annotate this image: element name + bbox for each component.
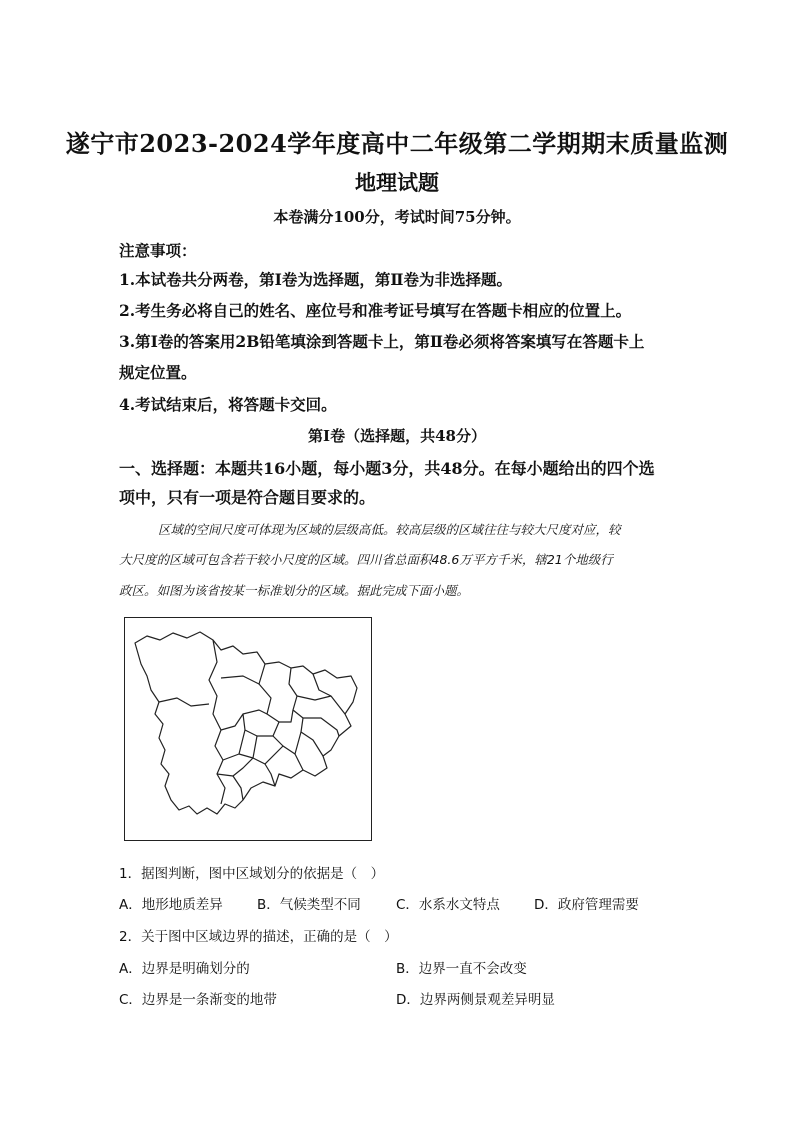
map-svg xyxy=(125,618,371,840)
region-border xyxy=(295,754,303,770)
region-border xyxy=(221,664,265,684)
region-border xyxy=(303,718,339,736)
region-border xyxy=(221,714,273,736)
passage-line: 政区。如图为该省按某一标准划分的区域。据此完成下面小题。 xyxy=(119,583,470,598)
question-option: B．气候类型不同 xyxy=(257,897,361,913)
part1-heading: 第Ⅰ卷（选择题，共48分） xyxy=(308,427,486,445)
region-border xyxy=(243,710,267,714)
score-note: 本卷满分100分，考试时间75分钟。 xyxy=(273,208,521,226)
notes-item: 1.本试卷共分两卷，第Ⅰ卷为选择题，第Ⅱ卷为非选择题。 xyxy=(119,270,512,289)
passage-line: 大尺度的区域可包含若干较小尺度的区域。四川省总面积48.6万平方千米，辖21个地级行 xyxy=(119,552,613,567)
question-stem: 1．据图判断，图中区域划分的依据是（ ） xyxy=(119,866,385,882)
question-option: C．水系水文特点 xyxy=(396,897,500,913)
region-border xyxy=(253,732,301,764)
part1-instruction: 项中，只有一项是符合题目要求的。 xyxy=(119,488,376,507)
notes-item: 3.第Ⅰ卷的答案用2B铅笔填涂到答题卡上，第Ⅱ卷必须将答案填写在答题卡上 xyxy=(119,332,645,351)
region-border xyxy=(159,698,209,706)
province-outline xyxy=(135,632,357,814)
exam-subtitle: 地理试题 xyxy=(355,170,439,195)
region-border xyxy=(279,710,293,722)
notes-heading: 注意事项： xyxy=(119,241,197,260)
exam-title: 遂宁市2023-2024学年度高中二年级第二学期期末质量监测 xyxy=(65,129,729,158)
question-option: A．边界是明确划分的 xyxy=(119,961,250,977)
question-option: A．地形地质差异 xyxy=(119,897,223,913)
sichuan-region-map xyxy=(124,617,372,841)
question-stem: 2．关于图中区域边界的描述，正确的是（ ） xyxy=(119,929,398,945)
region-border xyxy=(313,674,345,714)
region-border xyxy=(297,696,331,700)
region-border xyxy=(289,668,323,756)
question-option: C．边界是一条渐变的地带 xyxy=(119,992,277,1008)
region-border xyxy=(209,640,225,804)
notes-item: 4.考试结束后，将答题卡交回。 xyxy=(119,395,337,414)
question-option: D．边界两侧景观差异明显 xyxy=(396,992,555,1008)
part1-instruction: 一、选择题：本题共16小题，每小题3分，共48分。在每小题给出的四个选 xyxy=(119,459,655,478)
region-border xyxy=(233,776,243,800)
region-border xyxy=(223,730,245,760)
notes-item: 2.考生务必将自己的姓名、座位号和准考证号填写在答题卡相应的位置上。 xyxy=(119,301,632,320)
question-option: B．边界一直不会改变 xyxy=(396,961,527,977)
question-option: D．政府管理需要 xyxy=(534,897,639,913)
region-border xyxy=(239,736,257,758)
passage-line: 区域的空间尺度可体现为区域的层级高低。较高层级的区域往往与较大尺度对应，较 xyxy=(158,522,621,537)
notes-item: 规定位置。 xyxy=(119,363,197,382)
region-border xyxy=(259,684,283,746)
